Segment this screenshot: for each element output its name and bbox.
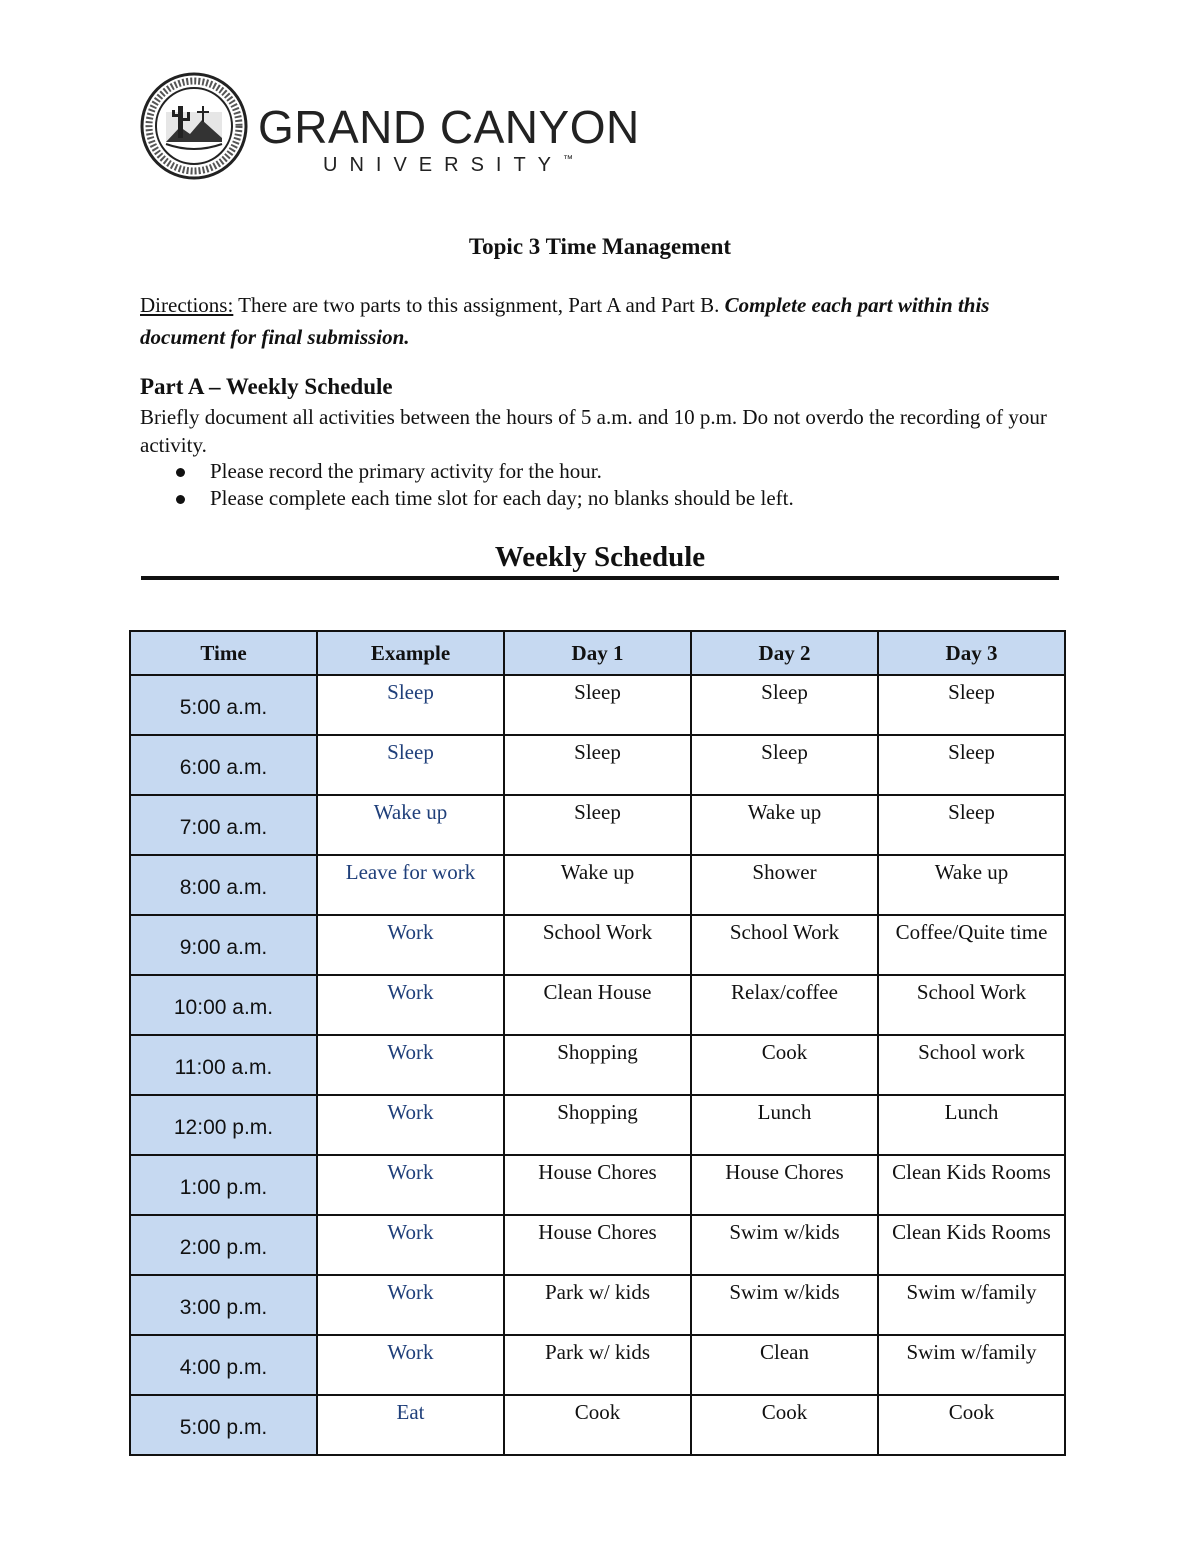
example-cell: Work (317, 1335, 504, 1395)
example-cell: Work (317, 915, 504, 975)
day-2-cell: Sleep (691, 735, 878, 795)
day-2-cell: School Work (691, 915, 878, 975)
day-1-cell: Park w/ kids (504, 1275, 691, 1335)
day-2-cell: Wake up (691, 795, 878, 855)
example-cell: Work (317, 1035, 504, 1095)
table-row (130, 1335, 1065, 1395)
day-1-cell: House Chores (504, 1215, 691, 1275)
table-row (130, 1275, 1065, 1335)
day-1-cell: Cook (504, 1395, 691, 1455)
title-underline (141, 576, 1059, 580)
table-row (130, 975, 1065, 1035)
day-1-cell: Sleep (504, 735, 691, 795)
day-2-cell: Cook (691, 1395, 878, 1455)
day-3-cell: Sleep (878, 675, 1065, 735)
table-row (130, 795, 1065, 855)
time-cell: 6:00 a.m. (130, 735, 317, 795)
day-2-cell: Cook (691, 1035, 878, 1095)
table-row (130, 1095, 1065, 1155)
day-1-cell: Sleep (504, 675, 691, 735)
table-row (130, 1035, 1065, 1095)
day-3-cell: School Work (878, 975, 1065, 1035)
day-2-cell: Swim w/kids (691, 1215, 878, 1275)
example-cell: Work (317, 1155, 504, 1215)
day-2-cell: Clean (691, 1335, 878, 1395)
table-row (130, 915, 1065, 975)
day-1-cell: Sleep (504, 795, 691, 855)
day-3-cell: Sleep (878, 735, 1065, 795)
time-cell: 12:00 p.m. (130, 1095, 317, 1155)
university-seal-icon (140, 72, 248, 180)
instruction-bullets (140, 458, 794, 512)
weekly-schedule-title: Weekly Schedule (494, 541, 706, 573)
time-cell: 8:00 a.m. (130, 855, 317, 915)
day-3-cell: Swim w/family (878, 1275, 1065, 1335)
column-header: Day 2 (691, 631, 878, 675)
column-header: Example (317, 631, 504, 675)
time-cell: 10:00 a.m. (130, 975, 317, 1035)
example-cell: Sleep (317, 735, 504, 795)
day-3-cell: Lunch (878, 1095, 1065, 1155)
example-cell: Work (317, 975, 504, 1035)
bullet-icon (176, 495, 185, 504)
university-logo (140, 72, 640, 182)
bullet-icon (176, 468, 185, 477)
example-cell: Work (317, 1215, 504, 1275)
table-header-row (130, 631, 1065, 675)
day-1-cell: Clean House (504, 975, 691, 1035)
bullet-text: Please complete each time slot for each day; no blanks should be left. (210, 486, 794, 510)
example-cell: Eat (317, 1395, 504, 1455)
day-3-cell: School work (878, 1035, 1065, 1095)
directions-emphasis: Complete each part within this document for final submission. (140, 293, 990, 349)
weekly-schedule-table (129, 630, 1066, 1456)
time-cell: 9:00 a.m. (130, 915, 317, 975)
day-3-cell: Wake up (878, 855, 1065, 915)
day-3-cell: Sleep (878, 795, 1065, 855)
day-1-cell: Shopping (504, 1035, 691, 1095)
bullet-item (140, 458, 794, 485)
day-1-cell: House Chores (504, 1155, 691, 1215)
bullet-item (140, 485, 794, 512)
example-cell: Leave for work (317, 855, 504, 915)
time-cell: 11:00 a.m. (130, 1035, 317, 1095)
trademark-mark: ™ (563, 154, 574, 165)
example-cell: Wake up (317, 795, 504, 855)
column-header: Time (130, 631, 317, 675)
time-cell: 7:00 a.m. (130, 795, 317, 855)
time-cell: 5:00 a.m. (130, 675, 317, 735)
day-2-cell: Swim w/kids (691, 1275, 878, 1335)
directions-label: Directions: (140, 293, 234, 317)
day-3-cell: Coffee/Quite time (878, 915, 1065, 975)
column-header: Day 1 (504, 631, 691, 675)
table-row (130, 855, 1065, 915)
example-cell: Sleep (317, 675, 504, 735)
day-2-cell: Sleep (691, 675, 878, 735)
table-row (130, 1215, 1065, 1275)
example-cell: Work (317, 1275, 504, 1335)
time-cell: 3:00 p.m. (130, 1275, 317, 1335)
day-2-cell: House Chores (691, 1155, 878, 1215)
time-cell: 2:00 p.m. (130, 1215, 317, 1275)
directions-paragraph (140, 289, 1070, 353)
day-2-cell: Shower (691, 855, 878, 915)
time-cell: 5:00 p.m. (130, 1395, 317, 1455)
table-row (130, 1155, 1065, 1215)
time-cell: 1:00 p.m. (130, 1155, 317, 1215)
day-1-cell: Park w/ kids (504, 1335, 691, 1395)
day-2-cell: Lunch (691, 1095, 878, 1155)
table-row (130, 675, 1065, 735)
day-3-cell: Swim w/family (878, 1335, 1065, 1395)
day-3-cell: Clean Kids Rooms (878, 1215, 1065, 1275)
day-1-cell: Shopping (504, 1095, 691, 1155)
table-row (130, 1395, 1065, 1455)
example-cell: Work (317, 1095, 504, 1155)
day-3-cell: Cook (878, 1395, 1065, 1455)
part-a-heading: Part A – Weekly Schedule (140, 374, 393, 399)
table-row (130, 735, 1065, 795)
column-header: Day 3 (878, 631, 1065, 675)
directions-text: There are two parts to this assignment, Part A and Part B. (233, 293, 725, 317)
part-a-instructions: Briefly document all activities between the hours of 5 a.m. and 10 p.m. Do not overdo the recording of your activity. (140, 405, 1047, 457)
bullet-text: Please record the primary activity for the hour. (210, 459, 602, 483)
logo-wordmark-line1: GRAND CANYON (258, 101, 640, 153)
logo-wordmark-line2: UNIVERSITY™ (323, 154, 574, 176)
time-cell: 4:00 p.m. (130, 1335, 317, 1395)
document-title: Topic 3 Time Management (468, 234, 732, 259)
day-1-cell: Wake up (504, 855, 691, 915)
day-2-cell: Relax/coffee (691, 975, 878, 1035)
day-1-cell: School Work (504, 915, 691, 975)
day-3-cell: Clean Kids Rooms (878, 1155, 1065, 1215)
